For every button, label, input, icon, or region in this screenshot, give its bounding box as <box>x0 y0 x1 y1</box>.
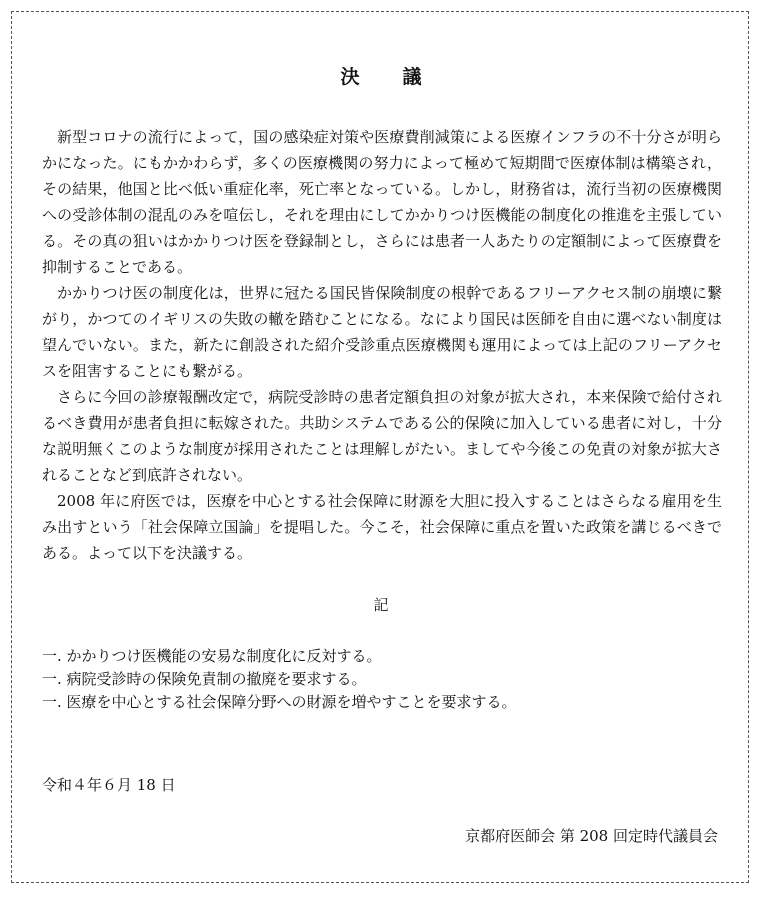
resolution-item-1: 一. かかりつけ医機能の安易な制度化に反対する。 <box>42 647 382 665</box>
signature: 京都府医師会 第 208 回定時代議員会 <box>465 827 718 845</box>
resolution-body <box>42 124 722 566</box>
resolution-items <box>42 645 722 714</box>
ki-heading: 記 <box>373 596 389 614</box>
paragraph-2: かかりつけ医の制度化は，世界に冠たる国民皆保険制度の根幹であるフリーアクセス制の崩壊に繋がり，かつてのイギリスの失敗の轍を踏むことになる。なにより国民は医師を自由に選べない制度は望んでいない。また，新たに創設された紹介受診重点医療機関も運用によっては上記のフリーアクセスを阻害することにも繋がる。 <box>42 284 722 380</box>
document-title: 決 議 <box>340 66 434 88</box>
resolution-item-3: 一. 医療を中心とする社会保障分野への財源を増やすことを要求する。 <box>42 693 517 711</box>
paragraph-1: 新型コロナの流行によって，国の感染症対策や医療費削減策による医療インフラの不十分さが明らかになった。にもかかわらず，多くの医療機関の努力によって極めて短期間で医療体制は構築され，その結果，他国と比べ低い重症化率，死亡率となっている。しかし，財務省は，流行当初の医療機関への受診体制の混乱のみを喧伝し，それを理由にしてかかりつけ医機能の制度化の推進を主張している。その真の狙いはかかりつけ医を登録制とし，さらには患者一人あたりの定額制によって医療費を抑制することである。 <box>42 128 722 276</box>
paragraph-3: さらに今回の診療報酬改定で，病院受診時の患者定額負担の対象が拡大され，本来保険で給付されるべき費用が患者負担に転嫁された。共助システムである公的保険に加入している患者に対し，十分な説明無くこのような制度が採用されたことは理解しがたい。ましてや今後この免責の対象が拡大されることなど到底許されない。 <box>42 388 722 484</box>
paragraph-4: 2008 年に府医では，医療を中心とする社会保障に財源を大胆に投入することはさらなる雇用を生み出すという「社会保障立国論」を提唱した。今こそ，社会保障に重点を置いた政策を講じるべきである。よって以下を決議する。 <box>42 492 722 562</box>
resolution-item-2: 一. 病院受診時の保険免責制の撤廃を要求する。 <box>42 670 367 688</box>
resolution-date: 令和４年６月 18 日 <box>42 776 176 794</box>
